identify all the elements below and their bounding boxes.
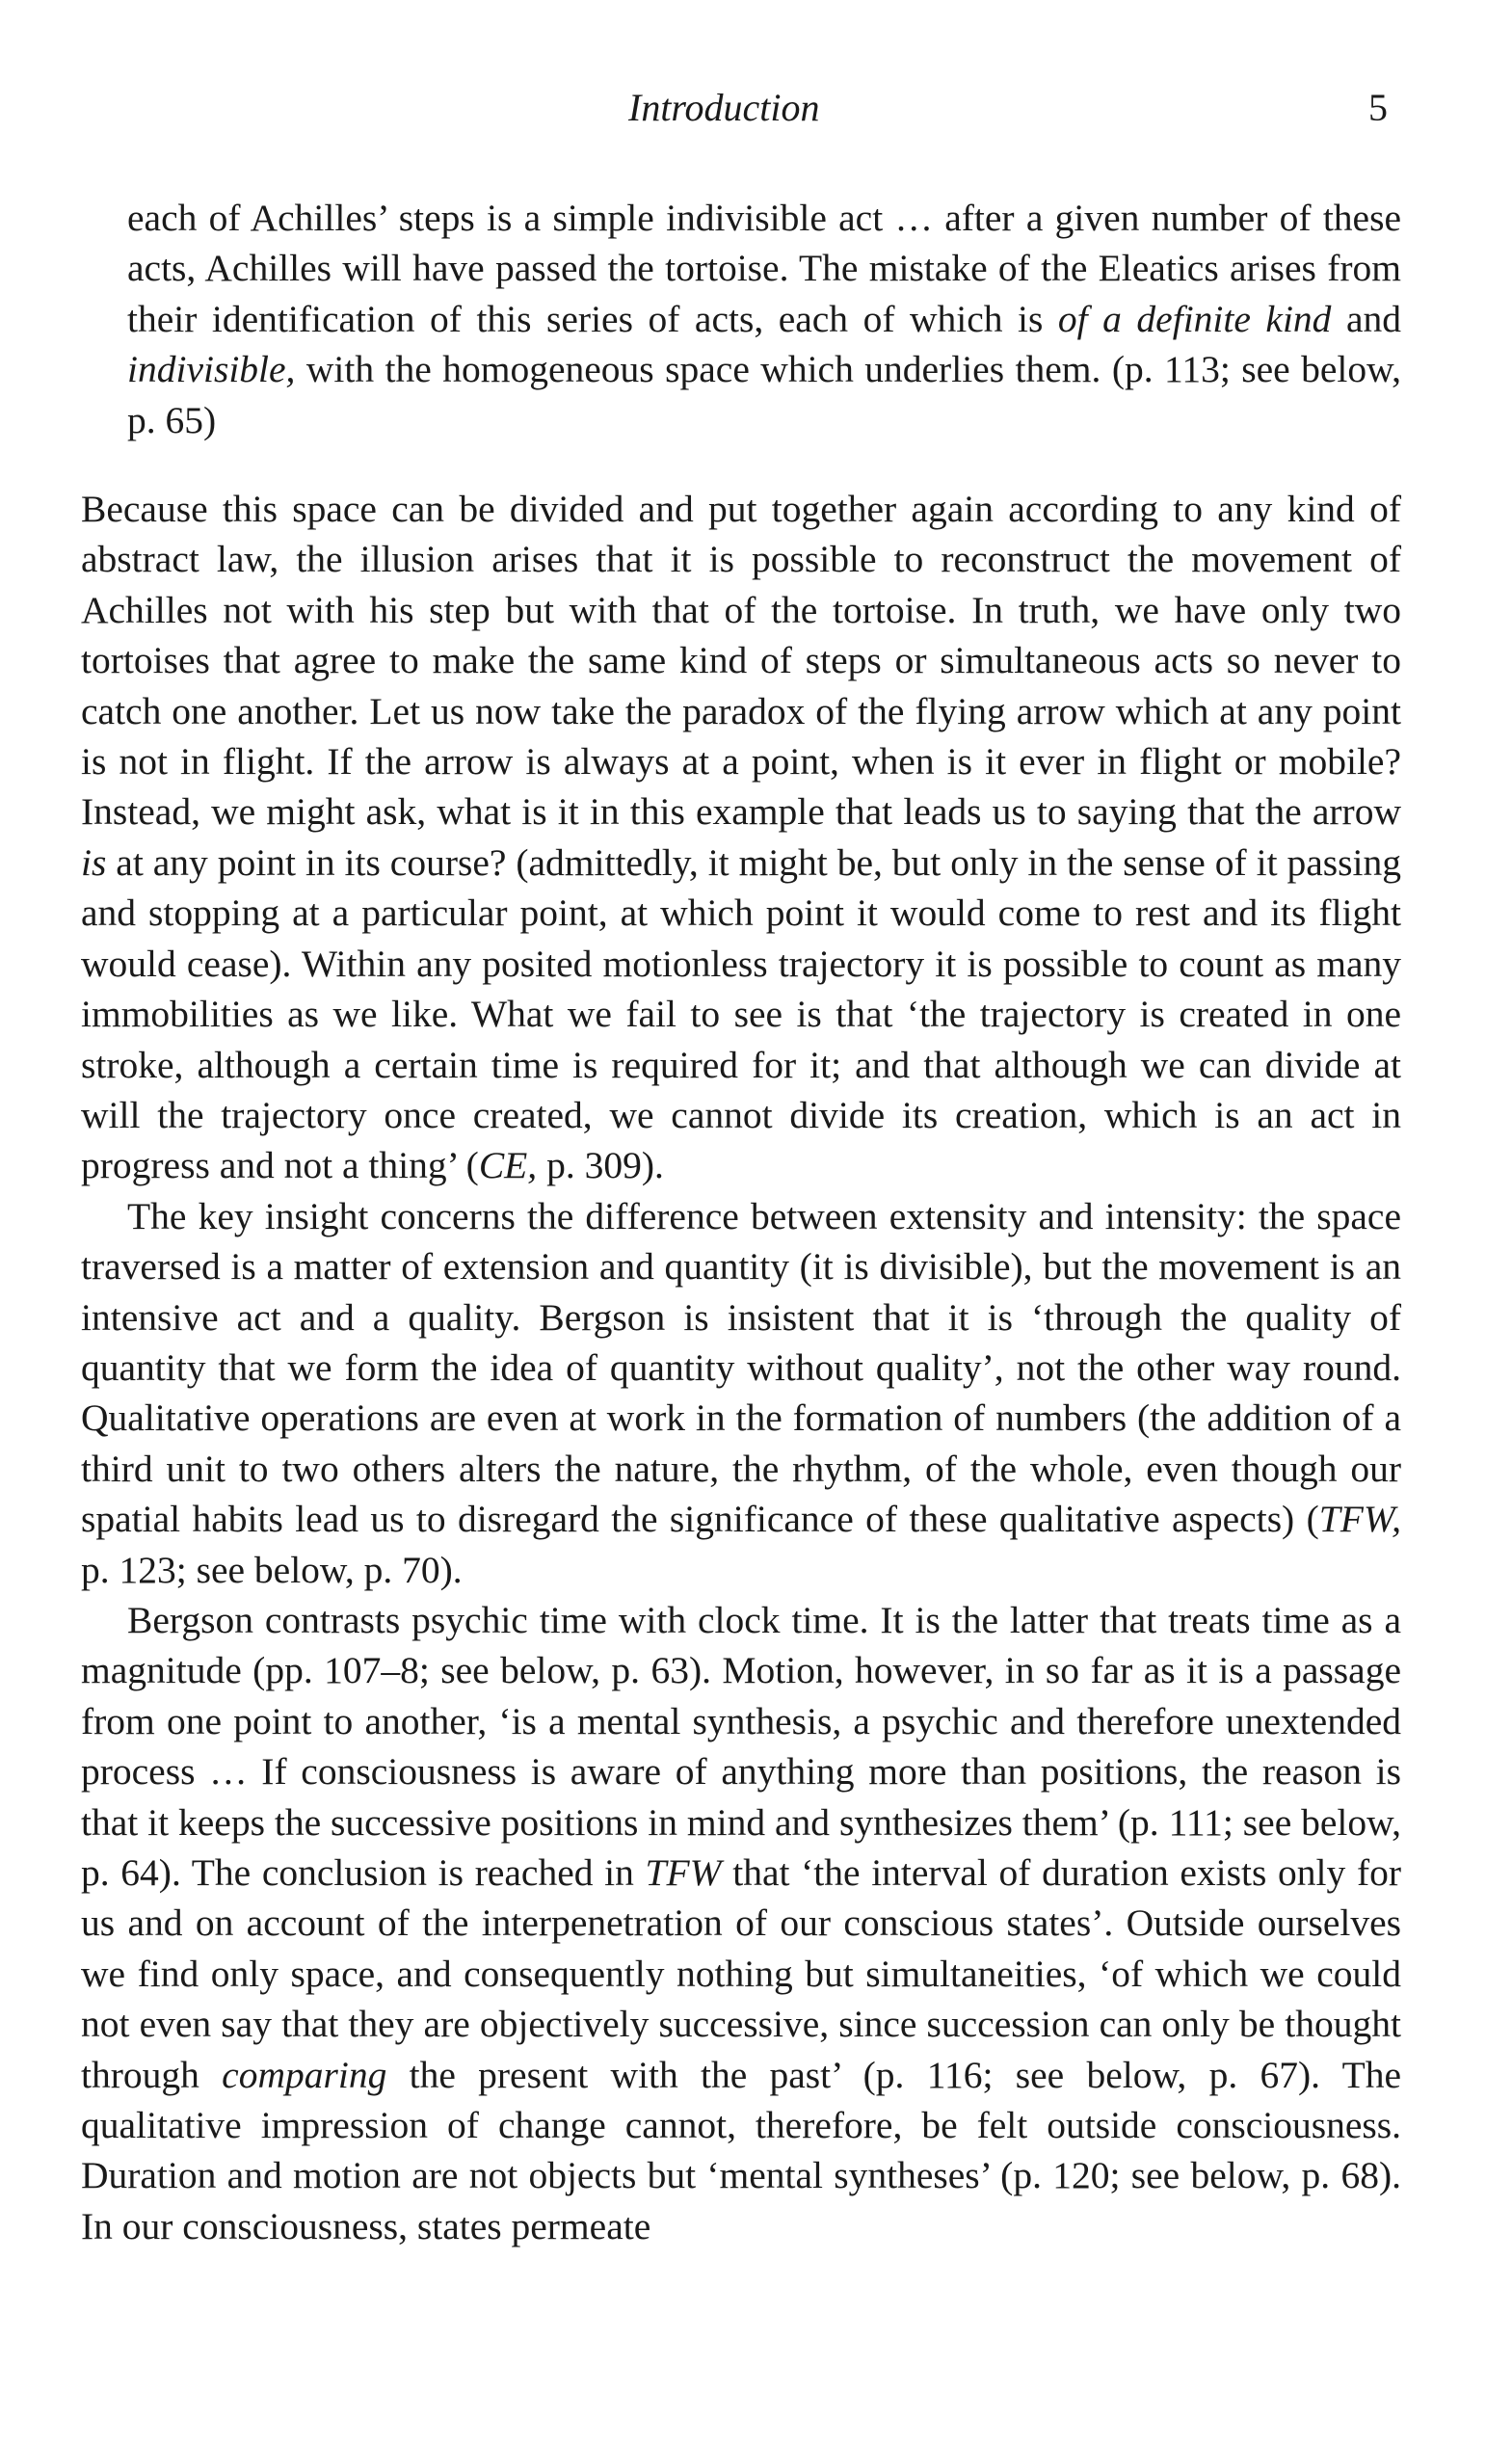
paragraph-text: that ‘the interval of duration exists only for us and on account of the interpenetration of our conscious states’. Outside ourselves we find only space, and consequently nothing but simultaneities, ‘of which we could not even say that they are objectively successive, since succession can only be thought through [81,1851,1401,2096]
paragraph [81,1191,1401,1595]
running-head [0,85,1512,143]
quote-emphasis: indivisible, [127,348,296,391]
chapter-title: Introduction [628,86,820,129]
paragraph-text: Because this space can be divided and put together again according to any kind of abstract law, the illusion arises that it is possible to reconstruct the movement of Achilles not with his step but with that of the tortoise. In truth, we have only two tortoises that agree to make the same kind of steps or simultaneous acts so never to catch one another. Let us now take the paradox of the flying arrow which at any point is not in flight. If the arrow is always at a point, when is it ever in flight or mobile? Instead, we might ask, what is it in this example that leads us to saying that the arrow [81,488,1401,834]
paragraph-emphasis: comparing [222,2053,387,2096]
page-number: 5 [1368,86,1388,129]
paragraph [81,484,1401,1191]
block-quote [127,193,1401,445]
paragraph-text: the present with the past’ (p. 116; see below, p. 67). The qualitative impression of change cannot, therefore, be felt outside consciousness. Duration and motion are not objects but ‘mental syntheses’ (p. 120; see below, p. 68). In our consciousness, states permeate [81,2053,1401,2247]
paragraph-emphasis: TFW [645,1851,722,1894]
paragraph-emphasis: TFW, [1318,1498,1401,1541]
quote-text: each of Achilles’ steps is a simple indivisible act … after a given number of these acts, Achilles will have passed the tortoise. The mistake of the Eleatics arises from their identification of this series of acts, each of which is [127,197,1401,340]
quote-emphasis: of a definite kind [1057,297,1332,340]
paragraph-text: p. 123; see below, p. 70). [81,1548,463,1591]
paragraph-text: p. 309). [537,1144,664,1187]
paragraph-emphasis: CE, [478,1144,538,1187]
paragraph-text: Bergson contrasts psychic time with clock time. It is the latter that treats time as a magnitude (pp. 107–8; see below, p. 63). Motion, however, in so far as it is a passage from one point to another, ‘is a mental synthesis, a psychic and therefore unextended process … If consciousness is aware of anything more than positions, the reason is that it keeps the successive positions in mind and synthesizes them’ (p. 111; see below, p. 64). The conclusion is reached in [81,1598,1401,1894]
page-body [81,193,1401,2251]
paragraph-emphasis: is [81,840,107,884]
paragraph-text: at any point in its course? (admittedly, it might be, but only in the sense of it passing and stopping at a particular point, at which point it would come to rest and its flight would cease). Within any posited motionless trajectory it is possible to count as many immobilities as we like. What we fail to see is that ‘the trajectory is created in one stroke, although a certain time is required for it; and that although we can divide at will the trajectory once created, we cannot divide its creation, which is an act in progress and not a thing’ ( [81,840,1401,1187]
quote-text: and [1331,297,1401,340]
paragraph [81,1595,1401,2251]
quote-text: with the homogeneous space which underlies them. (p. 113; see below, p. 65) [127,348,1401,441]
paragraph-text: The key insight concerns the difference between extensity and intensity: the space traversed is a matter of extension and quantity (it is divisible), but the movement is an intensive act and a quality. Bergson is insistent that it is ‘through the quality of quantity that we form the idea of quantity without quality’, not the other way round. Qualitative operations are even at work in the formation of numbers (the addition of a third unit to two others alters the nature, the rhythm, of the whole, even though our spatial habits lead us to disregard the significance of these qualitative aspects) ( [81,1194,1401,1541]
